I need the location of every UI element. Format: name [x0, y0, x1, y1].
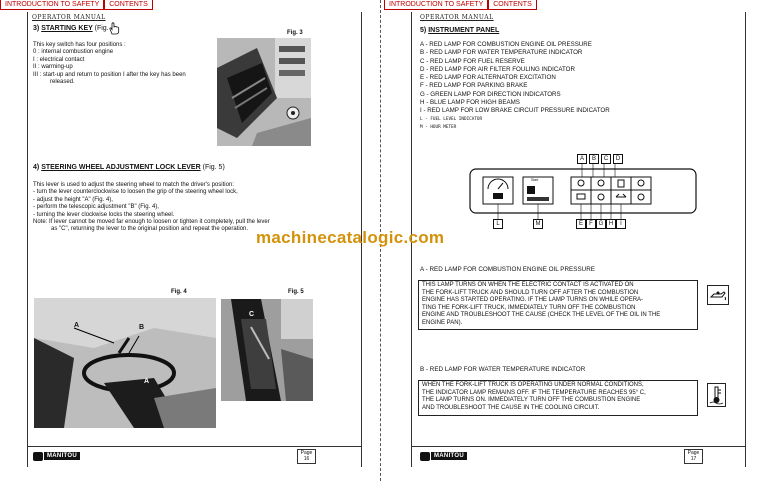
figure-3-label: Fig. 3 [287, 30, 303, 36]
text-line: WHEN THE FORK-LIFT TRUCK IS OPERATING UNDER NORMAL CONDITIONS, [422, 382, 644, 388]
text-line: as "C", returning the lever to the original position and repeat the operation. [51, 226, 249, 233]
lamp-list-item: H - BLUE LAMP FOR HIGH BEAMS [420, 99, 520, 107]
lamp-list-item: E - RED LAMP FOR ALTERNATOR EXCITATION [420, 74, 556, 82]
link-contents[interactable]: CONTENTS [104, 0, 153, 10]
text-line: THIS LAMP TURNS ON WHEN THE ELECTRIC CONTACT IS ACTIVATED ON [422, 282, 634, 288]
text-line: Note: If lever cannot be moved far enough to loosen or tighten it completely, pull the lever [33, 219, 270, 226]
panel-key: G [596, 219, 606, 229]
manitou-logo [33, 451, 80, 461]
section-4-body [33, 182, 270, 234]
figure-5-mark-c: C [249, 311, 255, 318]
text-line: ENGINE AND TROUBLESHOOT THE CAUSE (CHECK THE LEVEL OF THE OIL IN THE [422, 312, 661, 319]
lamp-list [420, 41, 610, 132]
page-header-label: OPERATOR MANUAL [32, 14, 106, 21]
section-number: 4) [33, 164, 40, 171]
text-line: - perform the telescopic adjustment "B" (Fig. 4), [33, 204, 159, 211]
figure-4-photo [34, 298, 216, 428]
lamp-b-description [418, 380, 698, 416]
footer-line [411, 446, 745, 447]
text-line: - turning the lever clockwise locks the steering wheel. [33, 211, 175, 218]
page-number: 16 [303, 456, 310, 462]
panel-key: F [586, 219, 596, 229]
link-introduction-to-safety[interactable]: INTRODUCTION TO SAFETY [384, 0, 488, 10]
lamp-list-item: G - GREEN LAMP FOR DIRECTION INDICATORS [420, 90, 561, 98]
figure-3-photo [217, 38, 311, 146]
panel-key: M [533, 219, 543, 229]
water-temperature-icon [707, 383, 726, 407]
text-line: - turn the lever counterclockwise to loosen the grip of the steering wheel lock, [33, 189, 238, 196]
text-line: THE LAMP TURNS ON. IMMEDIATELY TURN OFF THE COMBUSTION ENGINE [422, 397, 641, 404]
lamp-list-item: I - RED LAMP FOR LOW BRAKE CIRCUIT PRESSURE INDICATOR [420, 107, 610, 115]
page-word: Page [687, 450, 700, 456]
figure-4-mark-b: B [139, 324, 145, 331]
left-top-links [0, 0, 153, 10]
section-title: STEERING WHEEL ADJUSTMENT LOCK LEVER [41, 164, 201, 171]
text-line: II : warming-up [33, 64, 73, 71]
right-top-links [384, 0, 537, 10]
text-line: released. [50, 79, 75, 86]
text-line: This lever is used to adjust the steering wheel to match the driver's position: [33, 182, 234, 188]
section-3-heading [33, 25, 109, 32]
page-header-label: OPERATOR MANUAL [420, 14, 494, 21]
instrument-panel-diagram [469, 153, 697, 233]
section-title: INSTRUMENT PANEL [428, 27, 500, 34]
manitou-logo-mark [33, 452, 43, 461]
link-contents[interactable]: CONTENTS [488, 0, 537, 10]
text-line: 0 : internal combustion engine [33, 49, 114, 56]
oil-pressure-icon [707, 285, 729, 305]
panel-key: B [589, 154, 599, 164]
text-line: TING THE FORK-LIFT TRUCK, IMMEDIATELY TURN OFF THE COMBUSTION [422, 304, 636, 311]
lamp-a-description [418, 280, 698, 330]
page-number: 17 [690, 456, 697, 462]
text-line: AND TROUBLESHOOT THE CAUSE IN THE COOLING CIRCUIT. [422, 404, 600, 411]
gauge-start-label: Start [531, 178, 539, 182]
figure-5-photo [221, 299, 313, 401]
text-line: THE FORK-LIFT TRUCK AND SHOULD TURN OFF AFTER THE COMBUSTION [422, 289, 639, 296]
panel-key: C [601, 154, 611, 164]
lamp-list-item: C - RED LAMP FOR FUEL RESERVE [420, 57, 525, 65]
figure-4-mark-a-lower: A [144, 378, 150, 385]
section-4-heading [33, 164, 225, 171]
text-line: This key switch has four positions : [33, 42, 126, 48]
panel-key: E [576, 219, 586, 229]
panel-key: D [613, 154, 623, 164]
section-3-body [33, 42, 186, 86]
manitou-logo [420, 451, 467, 461]
text-line: ENGINE HAS STARTED OPERATING. IF THE LAMP TURNS ON WHILE OPERA- [422, 297, 644, 304]
footer-line [27, 446, 361, 447]
lamp-list-item: B - RED LAMP FOR WATER TEMPERATURE INDICATOR [420, 49, 583, 57]
text-line: THE INDICATOR LAMP REMAINS OFF. IF THE TEMPERATURE REACHES 95° C, [422, 389, 646, 396]
page-number-box [297, 449, 316, 464]
lamp-b-heading: B - RED LAMP FOR WATER TEMPERATURE INDICATOR [420, 366, 586, 373]
page-word: Page [300, 450, 313, 456]
page-number-box [684, 449, 703, 464]
manitou-logo-mark [420, 452, 430, 461]
panel-key: H [606, 219, 616, 229]
lamp-list-item: L - FUEL LEVEL INDICATOR [420, 116, 483, 122]
hand-pointer-icon[interactable] [108, 22, 120, 35]
lamp-list-item: D - RED LAMP FOR AIR FILTER FOULING INDICATOR [420, 65, 575, 73]
lamp-list-item: A - RED LAMP FOR COMBUSTION ENGINE OIL PRESSURE [420, 41, 592, 48]
figure-reference: (Fig. [94, 25, 109, 32]
figure-5-label: Fig. 5 [288, 289, 304, 295]
panel-key: I [616, 219, 626, 229]
section-number: 3) [33, 25, 40, 32]
lamp-list-item: F - RED LAMP FOR PARKING BRAKE [420, 82, 528, 90]
panel-key: A [577, 154, 587, 164]
panel-top-keys [577, 154, 623, 164]
manitou-logo-word: MANITOU [431, 452, 467, 460]
text-line: I : electrical contact [33, 56, 85, 63]
figure-reference: (Fig. 5) [202, 164, 225, 171]
lamp-a-heading: A - RED LAMP FOR COMBUSTION ENGINE OIL PRESSURE [420, 266, 595, 273]
link-introduction-to-safety[interactable]: INTRODUCTION TO SAFETY [0, 0, 104, 10]
text-line: - adjust the height "A" (Fig. 4), [33, 196, 113, 203]
section-title: STARTING KEY [41, 25, 93, 32]
section-number: 5) [420, 27, 427, 34]
lamp-list-item: M - HOUR METER [420, 124, 457, 130]
section-5-heading [420, 27, 499, 34]
manitou-logo-word: MANITOU [44, 452, 80, 460]
panel-key: L [493, 219, 503, 229]
figure-4-label: Fig. 4 [171, 289, 187, 295]
text-line: III : start-up and return to position I after the key has been [33, 71, 186, 78]
figure-4-mark-a: A [74, 322, 80, 329]
text-line: ENGINE PAN). [422, 319, 463, 326]
watermark: machinecatalogic.com [256, 228, 445, 247]
